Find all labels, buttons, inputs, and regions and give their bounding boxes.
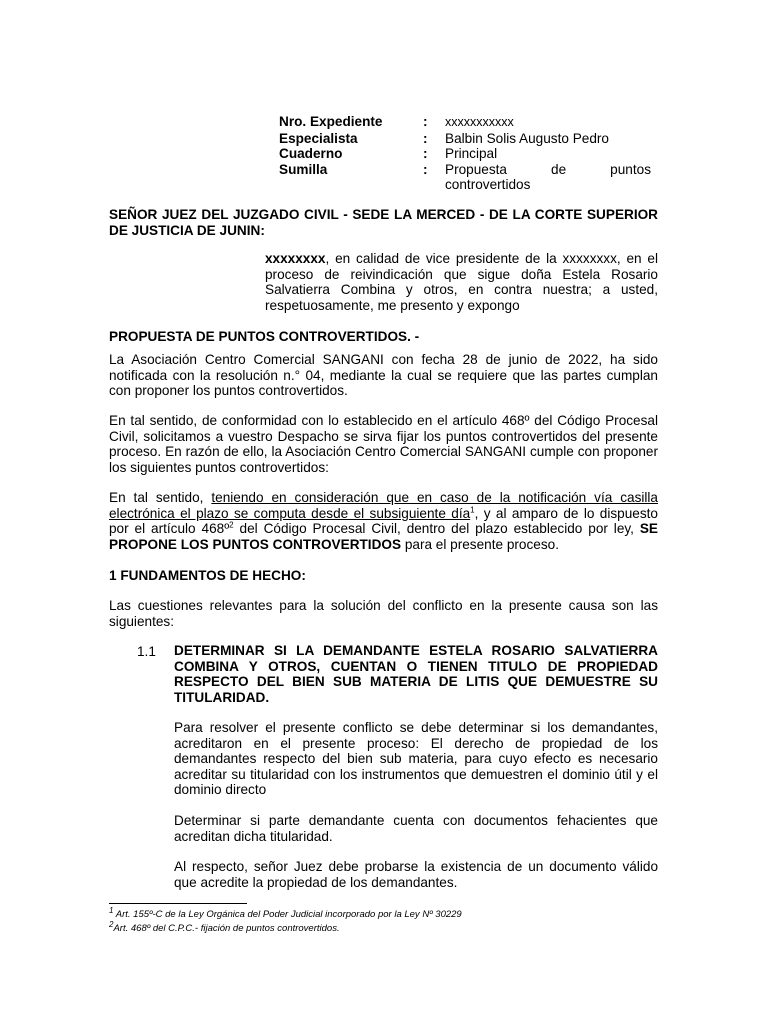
header-colon: :	[423, 114, 428, 129]
subsection-number: 1.1	[137, 644, 156, 659]
section-heading-proposal: PROPUESTA DE PUNTOS CONTROVERTIDOS. -	[109, 329, 420, 344]
footnote-separator	[109, 903, 247, 904]
header-key: Especialista	[279, 130, 358, 146]
header-row-expediente	[279, 114, 651, 131]
header-row-sumilla-cont	[279, 177, 651, 193]
text-run: del Código Procesal Civil, dentro del plazo establecido por ley,	[233, 521, 640, 537]
header-row-sumilla	[279, 162, 651, 178]
header-value: Balbin Solis Augusto Pedro	[445, 130, 609, 146]
header-row-cuaderno	[279, 146, 651, 162]
footnote-mark: 1	[109, 905, 114, 915]
header-colon: :	[423, 130, 428, 146]
footnote-ref-2[interactable]: 2	[229, 520, 234, 530]
section-heading-facts: 1 FUNDAMENTOS DE HECHO:	[109, 568, 306, 583]
text-run: En tal sentido,	[109, 490, 212, 505]
paragraph-proposal	[109, 490, 658, 552]
header-colon: :	[423, 146, 428, 161]
intro-paragraph	[265, 251, 658, 313]
footnote-1	[109, 905, 462, 921]
header-value: Propuesta de puntos	[445, 161, 651, 177]
underlined-text: teniendo en consideración que en caso de la notificación vía casilla electrónica el plazo se computa desde el subsiguiente día	[109, 490, 658, 521]
footnote-ref-1[interactable]: 1	[470, 505, 475, 515]
bold-text: SE PROPONE LOS PUNTOS CONTROVERTIDOS	[109, 521, 658, 552]
paragraph-notification: La Asociación Centro Comercial SANGANI con fecha 28 de junio de 2022, ha sido notificada con la resolución n.° 04, mediante la cual se requiere que las partes cumplan con proponer los puntos controvertidos.	[109, 352, 658, 399]
header-row-especialista	[279, 131, 651, 147]
header-value: controvertidos	[445, 177, 531, 192]
footnote-2	[109, 919, 340, 935]
header-value	[445, 114, 651, 131]
header-key: Sumilla	[279, 161, 328, 177]
subsection-title: DETERMINAR SI LA DEMANDANTE ESTELA ROSARIO SALVATIERRA COMBINA Y OTROS, CUENTAN O TIENEN TITULO DE PROPIEDAD RESPECTO DEL BIEN SUB MATERIA DE LITIS QUE DEMUESTRE SU TITULARIDAD.	[174, 643, 658, 705]
header-value: Principal	[445, 146, 498, 161]
footnote-text: Art. 155º-C de la Ley Orgánica del Poder Judicial incorporado por la Ley Nº 30229	[113, 909, 462, 920]
text-run: , y al amparo de lo dispuesto por el artículo 468º	[109, 505, 658, 537]
court-address: SEÑOR JUEZ DEL JUZGADO CIVIL - SEDE LA MERCED - DE LA CORTE SUPERIOR DE JUSTICIA DE JUNIN:	[109, 207, 658, 238]
expediente-number: xxxxxxxxxxx	[445, 115, 514, 129]
footnote-text: Art. 468º del C.P.C.- fijación de puntos controvertidos.	[113, 923, 340, 934]
subsection-paragraph-1: Para resolver el presente conflicto se debe determinar si los demandantes, acreditaron en el presente proceso: El derecho de propiedad de los demandantes respecto del bien sub materia, para cuyo efecto es necesario acreditar su titularidad con los instrumentos que demuestren el dominio útil y el dominio directo	[174, 720, 658, 798]
subsection-paragraph-2: Determinar si parte demandante cuenta con documentos fehacientes que acreditan dicha titularidad.	[174, 813, 658, 844]
header-key: Cuaderno	[279, 146, 343, 161]
case-header	[279, 114, 651, 193]
footnote-mark: 2	[109, 919, 114, 929]
subsection-paragraph-3: Al respecto, señor Juez debe probarse la existencia de un documento válido que acredite la propiedad de los demandantes.	[174, 859, 658, 890]
paragraph-relevant-issues: Las cuestiones relevantes para la solución del conflicto en la presente causa son las siguientes:	[109, 598, 658, 629]
text-run: para el presente proceso.	[401, 536, 559, 552]
paragraph-legal-basis: En tal sentido, de conformidad con lo establecido en el artículo 468º del Código Procesal Civil, solicitamos a vuestro Despacho se sirva fijar los puntos controvertidos del presente proceso. En razón de ello, la Asociación Centro Comercial SANGANI cumple con proponer los siguientes puntos controvertidos:	[109, 413, 658, 475]
petitioner-name: xxxxxxxx	[265, 251, 326, 266]
intro-text: , en calidad de vice presidente de la xxxxxxxx, en el proceso de reivindicación que sigue doña Estela Rosario Salvatierra Combina y otros, en contra nuestra; a usted, respetuosamente, me presento y expongo	[265, 251, 658, 313]
header-key: Nro. Expediente	[279, 114, 383, 129]
header-colon: :	[423, 161, 428, 177]
